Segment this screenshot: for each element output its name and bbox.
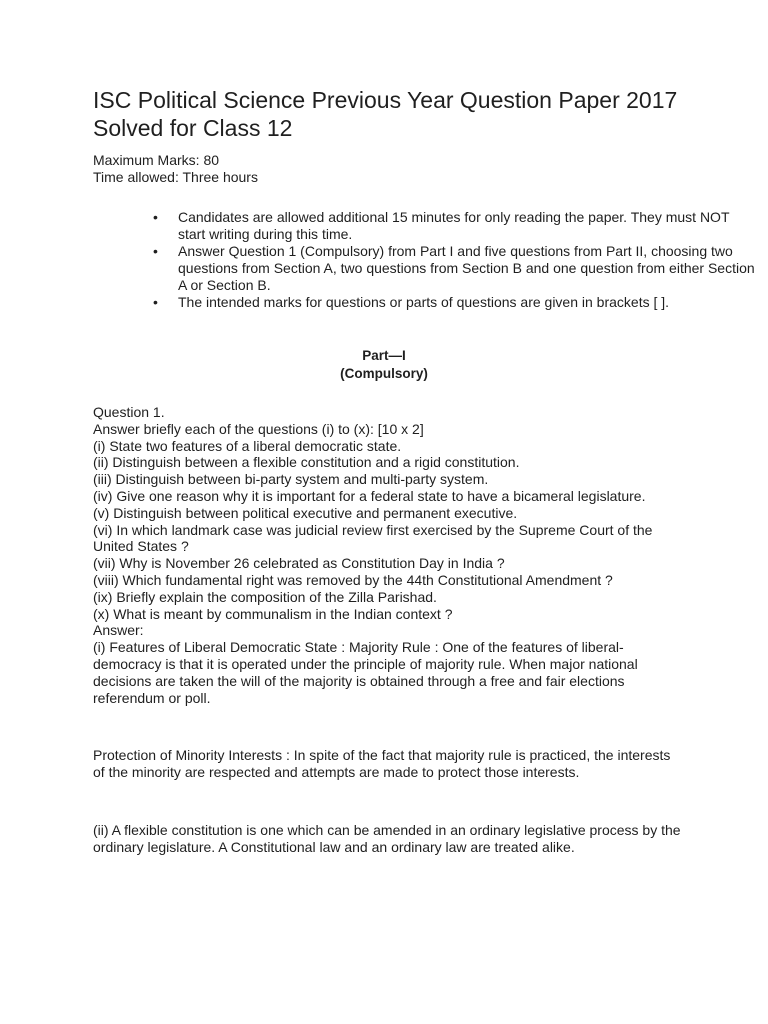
question-item: (x) What is meant by communalism in the Indian context ? [93, 605, 453, 622]
question-prompt: Answer briefly each of the questions (i) to (x): [10 x 2] [93, 420, 424, 437]
question-item: (iii) Distinguish between bi-party system and multi-party system. [93, 471, 489, 488]
maximum-marks: Maximum Marks: 80 [93, 152, 220, 168]
exam-meta [93, 152, 258, 186]
question-item: (i) State two features of a liberal democratic state. [93, 437, 402, 454]
part-heading: Part—I [362, 348, 406, 363]
question-item: (ix) Briefly explain the composition of the Zilla Parishad. [93, 588, 437, 605]
question-number: Question 1. [93, 404, 165, 420]
answer-paragraph: Protection of Minority Interests : In spite of the fact that majority rule is practiced, the interests of the minority are respected and attempts are made to protect those interests. [93, 747, 671, 780]
time-allowed: Time allowed: Three hours [93, 169, 258, 185]
instruction-item: • The intended marks for questions or parts of questions are given in brackets [ ]. [178, 294, 758, 311]
question-item: (vii) Why is November 26 celebrated as Constitution Day in India ? [93, 555, 505, 572]
document-title: ISC Political Science Previous Year Question Paper 2017 Solved for Class 12 [93, 87, 678, 141]
instruction-item: • Candidates are allowed additional 15 minutes for only reading the paper. They must NOT start writing during this time. [178, 209, 758, 243]
instruction-item: • Answer Question 1 (Compulsory) from Part I and five questions from Part II, choosing two questions from Section A, two questions from Section B and one question from either Section A or Section B. [178, 243, 758, 294]
part-subheading: (Compulsory) [340, 366, 428, 381]
question-item: (vi) In which landmark case was judicial review first exercised by the Supreme Court of the United States ? [93, 521, 653, 555]
question-item: (iv) Give one reason why it is important for a federal state to have a bicameral legislature. [93, 487, 646, 504]
question-item: (viii) Which fundamental right was removed by the 44th Constitutional Amendment ? [93, 571, 613, 588]
answer-paragraph: (ii) A flexible constitution is one which can be amended in an ordinary legislative process by the ordinary legislature. A Constitutional law and an ordinary law are treated alike. [93, 822, 681, 855]
instructions-list [93, 209, 758, 311]
answer-paragraph: (i) Features of Liberal Democratic State : Majority Rule : One of the features of liberal-democracy is that it is operated under the principle of majority rule. When major national decisions are taken the will of the majority is obtained through a free and fair elections referendum or poll. [93, 639, 638, 706]
answer-label: Answer: [93, 622, 144, 639]
question-item: (ii) Distinguish between a flexible constitution and a rigid constitution. [93, 454, 520, 471]
question-block [93, 404, 683, 706]
question-item: (v) Distinguish between political executive and permanent executive. [93, 504, 518, 521]
